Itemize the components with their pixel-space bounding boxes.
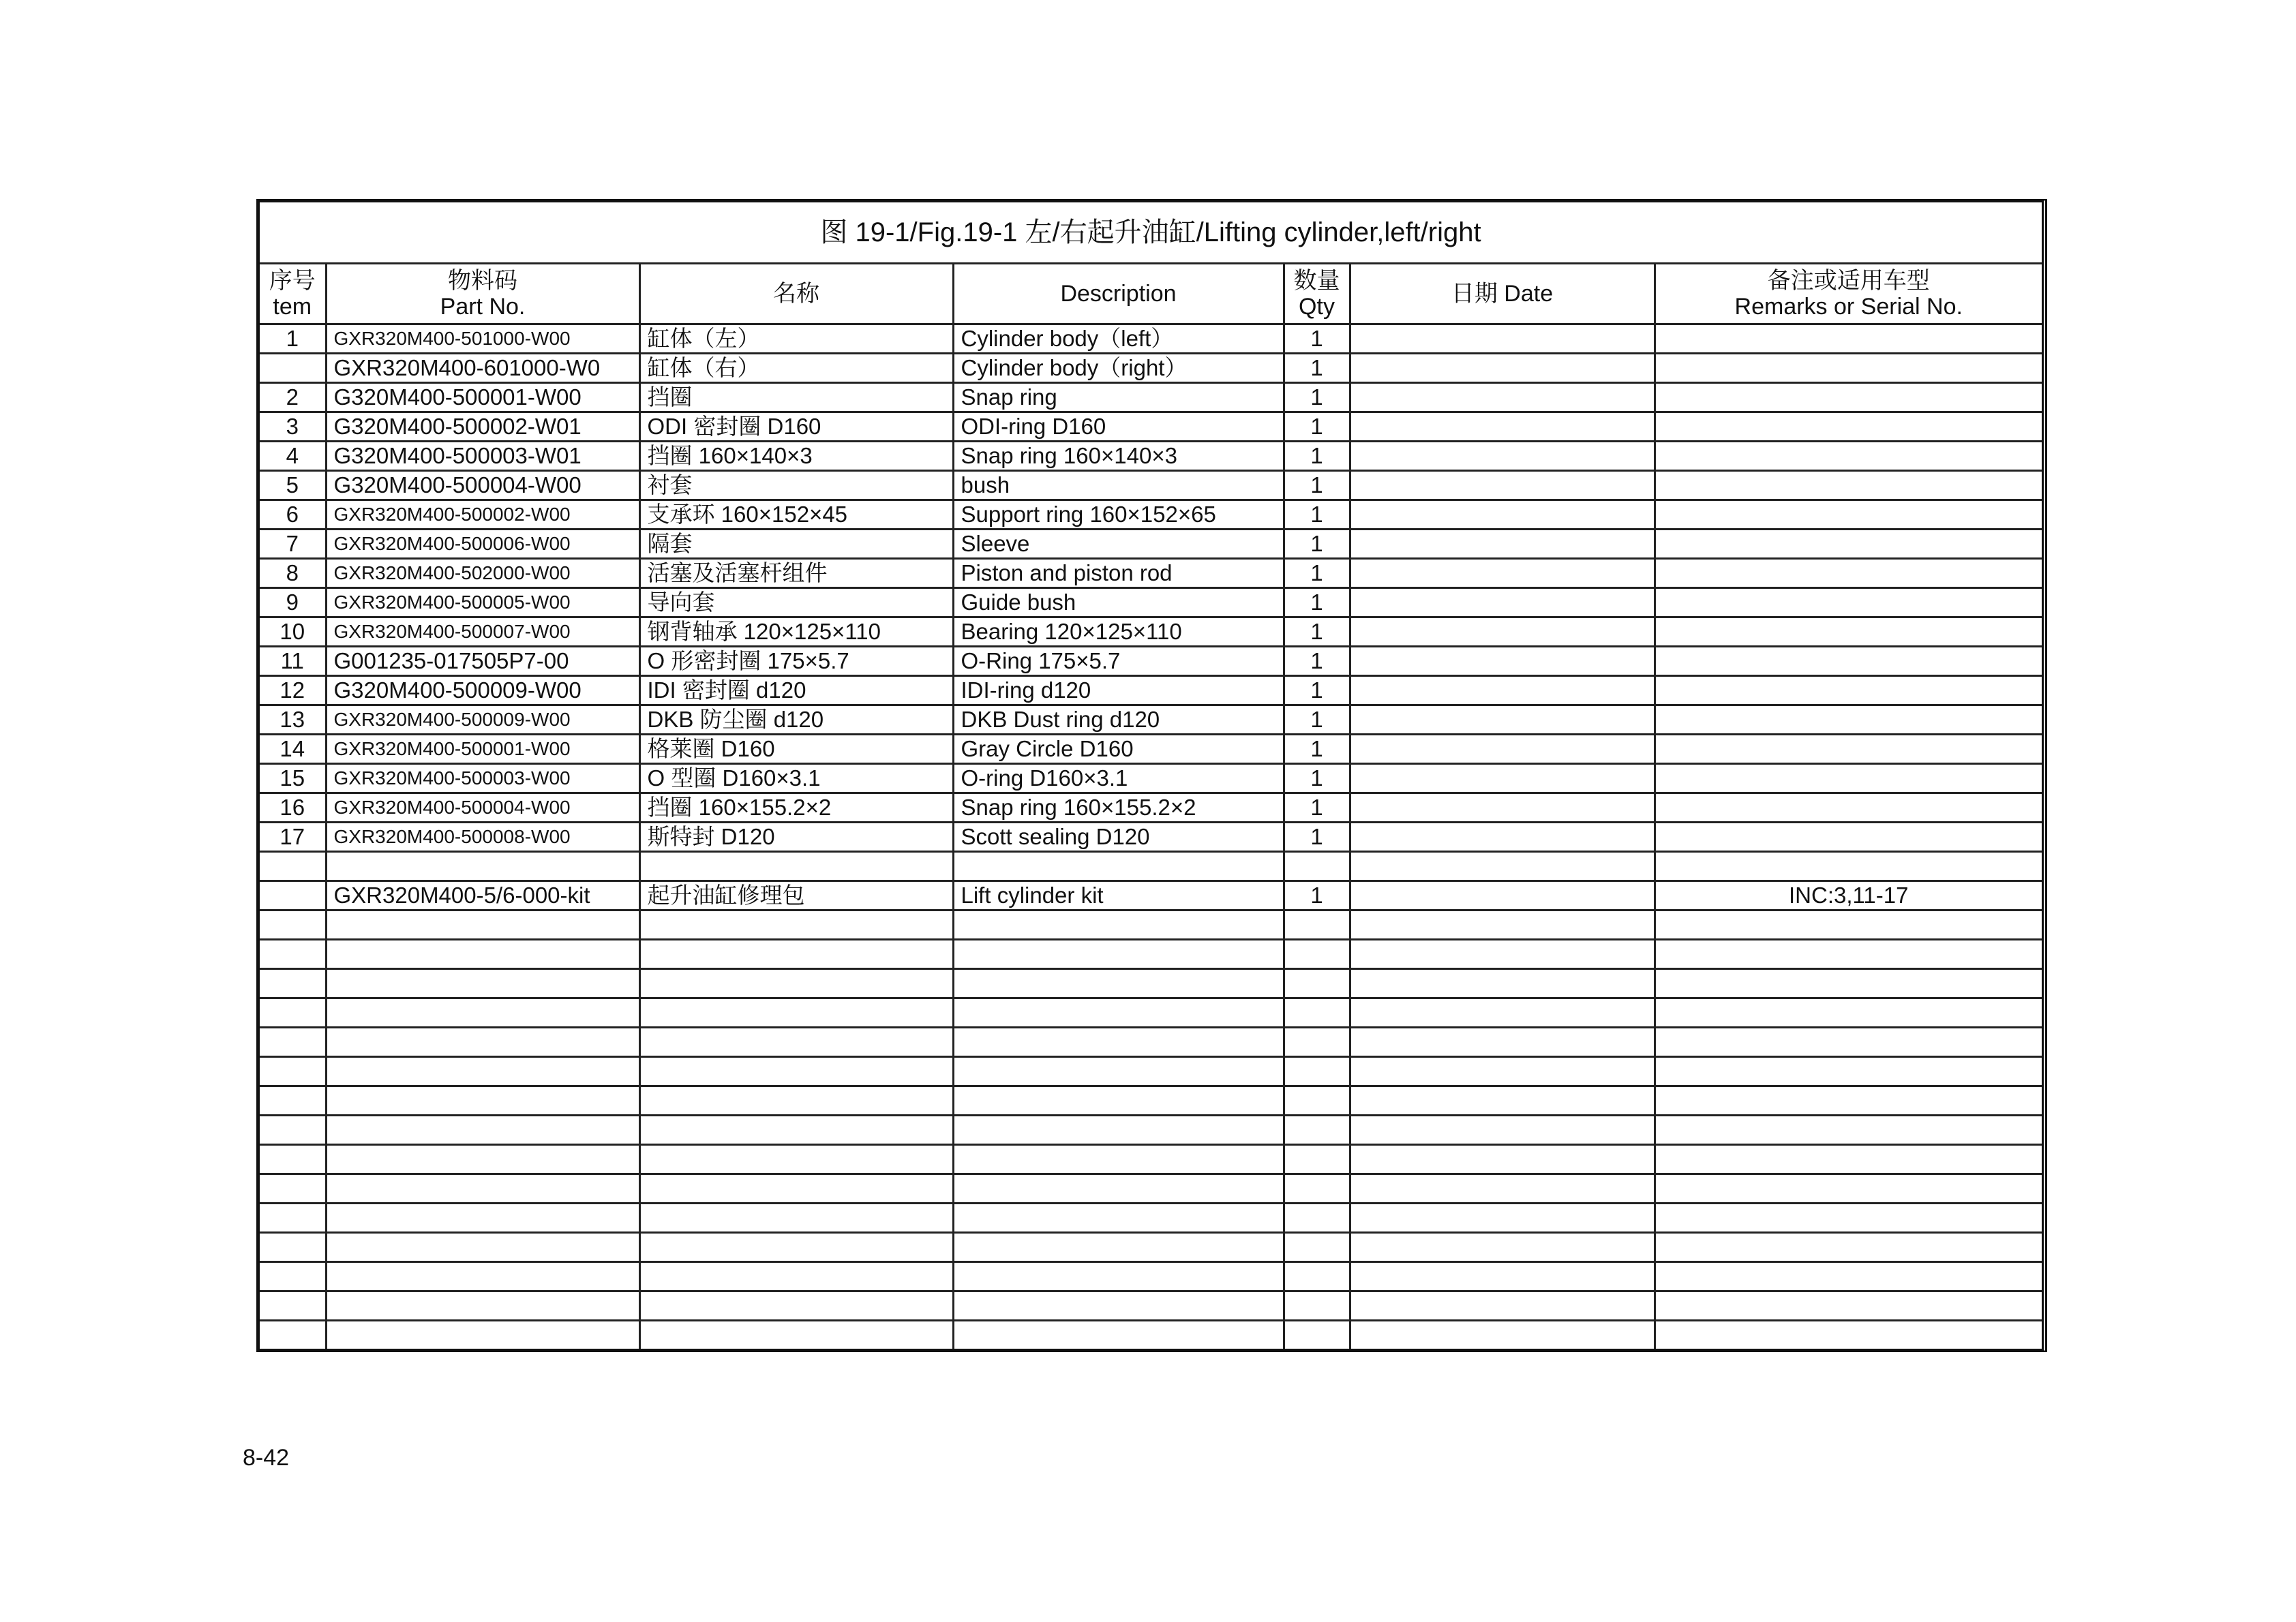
cell-date — [1350, 383, 1655, 412]
cell-qty: 1 — [1284, 617, 1350, 647]
cell-item — [260, 881, 326, 911]
cell-item: 1 — [260, 324, 326, 354]
cell-item: 12 — [260, 676, 326, 705]
cell-part-no: GXR320M400-500007-W00 — [326, 617, 639, 647]
cell-date — [1350, 442, 1655, 471]
figure-title: 图 19-1/Fig.19-1 左/右起升油缸/Lifting cylinder,left/right — [260, 202, 2042, 264]
cell-item: 16 — [260, 793, 326, 823]
empty-row — [260, 1028, 2042, 1057]
cell-item: 9 — [260, 588, 326, 617]
empty-cell — [1350, 1262, 1655, 1291]
empty-cell — [260, 1086, 326, 1116]
cell-qty: 1 — [1284, 735, 1350, 764]
table-row — [260, 676, 2042, 705]
empty-cell — [260, 1262, 326, 1291]
cell-part-no: G320M400-500004-W00 — [326, 471, 639, 500]
cell-remarks — [1655, 324, 2042, 354]
empty-cell — [1655, 1086, 2042, 1116]
empty-cell — [1350, 1174, 1655, 1204]
table-row — [260, 500, 2042, 530]
cell-qty: 1 — [1284, 354, 1350, 383]
cell-part-no: GXR320M400-500002-W00 — [326, 500, 639, 530]
empty-row — [260, 1291, 2042, 1321]
empty-cell — [260, 1057, 326, 1086]
empty-cell — [639, 911, 953, 940]
cell-item: 17 — [260, 823, 326, 852]
cell-description: Snap ring 160×140×3 — [953, 442, 1284, 471]
table-row — [260, 617, 2042, 647]
cell-name-cn: 隔套 — [639, 530, 953, 559]
cell-name-cn: 挡圈 160×155.2×2 — [639, 793, 953, 823]
empty-cell — [639, 940, 953, 969]
cell-date — [1350, 793, 1655, 823]
empty-cell — [1350, 1145, 1655, 1174]
empty-row — [260, 1233, 2042, 1262]
empty-cell — [1284, 1291, 1350, 1321]
cell-name-cn: 活塞及活塞杆组件 — [639, 559, 953, 588]
empty-cell — [326, 1086, 639, 1116]
cell-part-no: GXR320M400-500001-W00 — [326, 735, 639, 764]
empty-cell — [1655, 1233, 2042, 1262]
cell-qty: 1 — [1284, 793, 1350, 823]
table-row — [260, 735, 2042, 764]
cell-part-no: G320M400-500002-W01 — [326, 412, 639, 442]
empty-cell — [260, 969, 326, 998]
cell-qty: 1 — [1284, 530, 1350, 559]
empty-cell — [1350, 1204, 1655, 1233]
cell-qty: 1 — [1284, 676, 1350, 705]
cell-name-cn: DKB 防尘圈 d120 — [639, 705, 953, 735]
cell-description: Bearing 120×125×110 — [953, 617, 1284, 647]
cell-remarks — [1655, 588, 2042, 617]
empty-cell — [1284, 1086, 1350, 1116]
table-row — [260, 530, 2042, 559]
empty-cell — [1350, 1086, 1655, 1116]
cell-description: Snap ring — [953, 383, 1284, 412]
cell-name-cn: 斯特封 D120 — [639, 823, 953, 852]
cell-name-cn: 起升油缸修理包 — [639, 881, 953, 911]
cell-qty: 1 — [1284, 647, 1350, 676]
cell-date — [1350, 471, 1655, 500]
cell-name-cn: 导向套 — [639, 588, 953, 617]
cell-qty: 1 — [1284, 764, 1350, 793]
cell-remarks — [1655, 383, 2042, 412]
empty-cell — [326, 1028, 639, 1057]
empty-cell — [1350, 1116, 1655, 1145]
empty-cell — [1284, 940, 1350, 969]
empty-cell — [1655, 1057, 2042, 1086]
empty-cell — [639, 1086, 953, 1116]
cell-date — [1350, 530, 1655, 559]
empty-cell — [260, 911, 326, 940]
empty-cell — [953, 1174, 1284, 1204]
header-name-cn: 名称 — [639, 264, 953, 324]
empty-cell — [326, 1204, 639, 1233]
cell-item — [260, 852, 326, 881]
empty-cell — [953, 1204, 1284, 1233]
cell-part-no: G320M400-500003-W01 — [326, 442, 639, 471]
cell-qty: 1 — [1284, 559, 1350, 588]
empty-cell — [1284, 998, 1350, 1028]
cell-description: Cylinder body（left） — [953, 324, 1284, 354]
cell-name-cn: 挡圈 — [639, 383, 953, 412]
empty-cell — [326, 1262, 639, 1291]
table-row — [260, 881, 2042, 911]
title-row — [260, 202, 2042, 264]
empty-row — [260, 1204, 2042, 1233]
cell-description: Gray Circle D160 — [953, 735, 1284, 764]
cell-remarks — [1655, 823, 2042, 852]
empty-cell — [639, 1028, 953, 1057]
empty-cell — [1284, 1116, 1350, 1145]
empty-cell — [326, 1321, 639, 1349]
cell-remarks — [1655, 500, 2042, 530]
cell-date — [1350, 617, 1655, 647]
cell-date — [1350, 588, 1655, 617]
cell-qty: 1 — [1284, 383, 1350, 412]
cell-date — [1350, 705, 1655, 735]
empty-cell — [1655, 1291, 2042, 1321]
empty-cell — [1350, 1233, 1655, 1262]
empty-cell — [326, 1145, 639, 1174]
empty-cell — [326, 1291, 639, 1321]
empty-cell — [639, 1145, 953, 1174]
empty-cell — [1284, 1262, 1350, 1291]
empty-cell — [639, 1233, 953, 1262]
empty-cell — [260, 1174, 326, 1204]
cell-part-no: GXR320M400-500006-W00 — [326, 530, 639, 559]
empty-cell — [953, 1057, 1284, 1086]
parts-table-frame — [256, 199, 2047, 1352]
cell-part-no: GXR320M400-601000-W0 — [326, 354, 639, 383]
cell-part-no — [326, 852, 639, 881]
header-item: 序号 tem — [260, 264, 326, 324]
empty-cell — [639, 1057, 953, 1086]
cell-name-cn: 挡圈 160×140×3 — [639, 442, 953, 471]
table-row — [260, 705, 2042, 735]
cell-date — [1350, 764, 1655, 793]
cell-part-no: G320M400-500009-W00 — [326, 676, 639, 705]
cell-item: 15 — [260, 764, 326, 793]
cell-part-no: GXR320M400-501000-W00 — [326, 324, 639, 354]
cell-part-no: GXR320M400-502000-W00 — [326, 559, 639, 588]
cell-remarks — [1655, 617, 2042, 647]
cell-description: O-Ring 175×5.7 — [953, 647, 1284, 676]
cell-part-no: G001235-017505P7-00 — [326, 647, 639, 676]
cell-remarks — [1655, 442, 2042, 471]
cell-name-cn: O 形密封圈 175×5.7 — [639, 647, 953, 676]
cell-remarks — [1655, 735, 2042, 764]
cell-description: Guide bush — [953, 588, 1284, 617]
empty-cell — [953, 1233, 1284, 1262]
empty-cell — [326, 940, 639, 969]
empty-cell — [639, 1262, 953, 1291]
empty-cell — [953, 1291, 1284, 1321]
empty-cell — [639, 1174, 953, 1204]
empty-row — [260, 1321, 2042, 1349]
empty-row — [260, 1086, 2042, 1116]
empty-cell — [326, 1057, 639, 1086]
empty-cell — [953, 969, 1284, 998]
cell-date — [1350, 852, 1655, 881]
empty-cell — [1284, 1145, 1350, 1174]
cell-remarks — [1655, 530, 2042, 559]
empty-row — [260, 1262, 2042, 1291]
cell-remarks — [1655, 559, 2042, 588]
cell-item: 2 — [260, 383, 326, 412]
empty-cell — [639, 969, 953, 998]
empty-cell — [326, 1233, 639, 1262]
empty-cell — [1284, 1028, 1350, 1057]
table-row — [260, 793, 2042, 823]
empty-row — [260, 1057, 2042, 1086]
table-row — [260, 823, 2042, 852]
empty-cell — [639, 1116, 953, 1145]
table-row — [260, 588, 2042, 617]
cell-description: Cylinder body（right） — [953, 354, 1284, 383]
cell-description: DKB Dust ring d120 — [953, 705, 1284, 735]
cell-name-cn: O 型圈 D160×3.1 — [639, 764, 953, 793]
cell-date — [1350, 559, 1655, 588]
empty-cell — [260, 1321, 326, 1349]
header-part-no: 物料码 Part No. — [326, 264, 639, 324]
cell-description: ODI-ring D160 — [953, 412, 1284, 442]
empty-row — [260, 969, 2042, 998]
empty-cell — [1350, 1057, 1655, 1086]
header-remarks: 备注或适用车型 Remarks or Serial No. — [1655, 264, 2042, 324]
empty-row — [260, 940, 2042, 969]
table-row — [260, 852, 2042, 881]
cell-date — [1350, 412, 1655, 442]
cell-qty: 1 — [1284, 412, 1350, 442]
cell-remarks — [1655, 793, 2042, 823]
empty-cell — [1350, 969, 1655, 998]
empty-row — [260, 998, 2042, 1028]
table-row — [260, 412, 2042, 442]
cell-part-no: GXR320M400-500005-W00 — [326, 588, 639, 617]
empty-cell — [1350, 911, 1655, 940]
empty-cell — [953, 940, 1284, 969]
cell-date — [1350, 647, 1655, 676]
empty-cell — [953, 1145, 1284, 1174]
empty-cell — [1655, 1145, 2042, 1174]
cell-qty: 1 — [1284, 881, 1350, 911]
page-number: 8-42 — [243, 1445, 290, 1471]
cell-description — [953, 852, 1284, 881]
header-qty: 数量 Qty — [1284, 264, 1350, 324]
cell-item: 6 — [260, 500, 326, 530]
cell-item: 4 — [260, 442, 326, 471]
header-row — [260, 264, 2042, 324]
empty-cell — [953, 1086, 1284, 1116]
empty-cell — [1350, 940, 1655, 969]
cell-item: 13 — [260, 705, 326, 735]
empty-cell — [1655, 1028, 2042, 1057]
cell-qty: 1 — [1284, 500, 1350, 530]
empty-cell — [1655, 1321, 2042, 1349]
empty-cell — [1655, 1174, 2042, 1204]
cell-remarks — [1655, 647, 2042, 676]
empty-cell — [639, 1204, 953, 1233]
cell-description: Support ring 160×152×65 — [953, 500, 1284, 530]
cell-description: Lift cylinder kit — [953, 881, 1284, 911]
cell-part-no: GXR320M400-500008-W00 — [326, 823, 639, 852]
empty-cell — [639, 998, 953, 1028]
empty-cell — [1655, 1116, 2042, 1145]
empty-cell — [1284, 1057, 1350, 1086]
empty-cell — [953, 1028, 1284, 1057]
empty-cell — [260, 940, 326, 969]
empty-cell — [639, 1321, 953, 1349]
table-row — [260, 354, 2042, 383]
empty-cell — [1350, 1321, 1655, 1349]
cell-remarks — [1655, 764, 2042, 793]
empty-cell — [953, 998, 1284, 1028]
cell-item: 7 — [260, 530, 326, 559]
empty-cell — [1655, 1204, 2042, 1233]
cell-name-cn — [639, 852, 953, 881]
cell-description: Piston and piston rod — [953, 559, 1284, 588]
empty-cell — [1350, 1291, 1655, 1321]
cell-qty: 1 — [1284, 705, 1350, 735]
table-row — [260, 559, 2042, 588]
empty-cell — [1655, 969, 2042, 998]
empty-cell — [953, 1321, 1284, 1349]
cell-date — [1350, 324, 1655, 354]
cell-name-cn: ODI 密封圈 D160 — [639, 412, 953, 442]
empty-cell — [1284, 1233, 1350, 1262]
cell-date — [1350, 823, 1655, 852]
cell-remarks — [1655, 471, 2042, 500]
parts-table — [260, 202, 2042, 1349]
table-row — [260, 324, 2042, 354]
cell-qty: 1 — [1284, 324, 1350, 354]
cell-name-cn: 衬套 — [639, 471, 953, 500]
empty-cell — [260, 1145, 326, 1174]
cell-item: 10 — [260, 617, 326, 647]
table-row — [260, 383, 2042, 412]
cell-description: Snap ring 160×155.2×2 — [953, 793, 1284, 823]
cell-remarks — [1655, 354, 2042, 383]
cell-date — [1350, 500, 1655, 530]
empty-cell — [1350, 998, 1655, 1028]
cell-name-cn: 钢背轴承 120×125×110 — [639, 617, 953, 647]
empty-cell — [1655, 998, 2042, 1028]
cell-name-cn: IDI 密封圈 d120 — [639, 676, 953, 705]
cell-description: Scott sealing D120 — [953, 823, 1284, 852]
cell-qty: 1 — [1284, 588, 1350, 617]
cell-description: bush — [953, 471, 1284, 500]
empty-row — [260, 1116, 2042, 1145]
empty-cell — [260, 1204, 326, 1233]
empty-row — [260, 1174, 2042, 1204]
cell-remarks: INC:3,11-17 — [1655, 881, 2042, 911]
cell-item: 14 — [260, 735, 326, 764]
empty-cell — [1284, 1204, 1350, 1233]
cell-name-cn: 支承环 160×152×45 — [639, 500, 953, 530]
cell-remarks — [1655, 412, 2042, 442]
cell-qty: 1 — [1284, 442, 1350, 471]
empty-cell — [639, 1291, 953, 1321]
header-description: Description — [953, 264, 1284, 324]
empty-cell — [1284, 1321, 1350, 1349]
table-row — [260, 764, 2042, 793]
empty-cell — [953, 1262, 1284, 1291]
empty-cell — [1655, 940, 2042, 969]
empty-cell — [1284, 911, 1350, 940]
cell-name-cn: 格莱圈 D160 — [639, 735, 953, 764]
cell-item: 3 — [260, 412, 326, 442]
cell-item: 8 — [260, 559, 326, 588]
empty-cell — [260, 1116, 326, 1145]
cell-part-no: GXR320M400-500004-W00 — [326, 793, 639, 823]
cell-part-no: GXR320M400-500003-W00 — [326, 764, 639, 793]
empty-cell — [326, 1174, 639, 1204]
empty-cell — [953, 1116, 1284, 1145]
cell-date — [1350, 676, 1655, 705]
cell-item: 11 — [260, 647, 326, 676]
empty-cell — [953, 911, 1284, 940]
cell-qty: 1 — [1284, 823, 1350, 852]
empty-cell — [1350, 1028, 1655, 1057]
table-row — [260, 647, 2042, 676]
cell-description: Sleeve — [953, 530, 1284, 559]
cell-name-cn: 缸体（右） — [639, 354, 953, 383]
empty-cell — [260, 1291, 326, 1321]
empty-row — [260, 911, 2042, 940]
cell-qty — [1284, 852, 1350, 881]
empty-cell — [326, 911, 639, 940]
cell-date — [1350, 881, 1655, 911]
empty-cell — [1655, 911, 2042, 940]
cell-item: 5 — [260, 471, 326, 500]
empty-cell — [326, 1116, 639, 1145]
cell-part-no: GXR320M400-500009-W00 — [326, 705, 639, 735]
cell-part-no: GXR320M400-5/6-000-kit — [326, 881, 639, 911]
empty-row — [260, 1145, 2042, 1174]
cell-remarks — [1655, 676, 2042, 705]
cell-description: O-ring D160×3.1 — [953, 764, 1284, 793]
empty-cell — [326, 969, 639, 998]
cell-remarks — [1655, 705, 2042, 735]
cell-date — [1350, 735, 1655, 764]
cell-qty: 1 — [1284, 471, 1350, 500]
empty-cell — [1284, 969, 1350, 998]
empty-cell — [260, 1028, 326, 1057]
table-row — [260, 442, 2042, 471]
table-row — [260, 471, 2042, 500]
empty-cell — [1284, 1174, 1350, 1204]
cell-date — [1350, 354, 1655, 383]
empty-cell — [260, 998, 326, 1028]
empty-cell — [260, 1233, 326, 1262]
empty-cell — [326, 998, 639, 1028]
cell-name-cn: 缸体（左） — [639, 324, 953, 354]
header-date: 日期 Date — [1350, 264, 1655, 324]
cell-remarks — [1655, 852, 2042, 881]
cell-item — [260, 354, 326, 383]
cell-part-no: G320M400-500001-W00 — [326, 383, 639, 412]
cell-description: IDI-ring d120 — [953, 676, 1284, 705]
empty-cell — [1655, 1262, 2042, 1291]
